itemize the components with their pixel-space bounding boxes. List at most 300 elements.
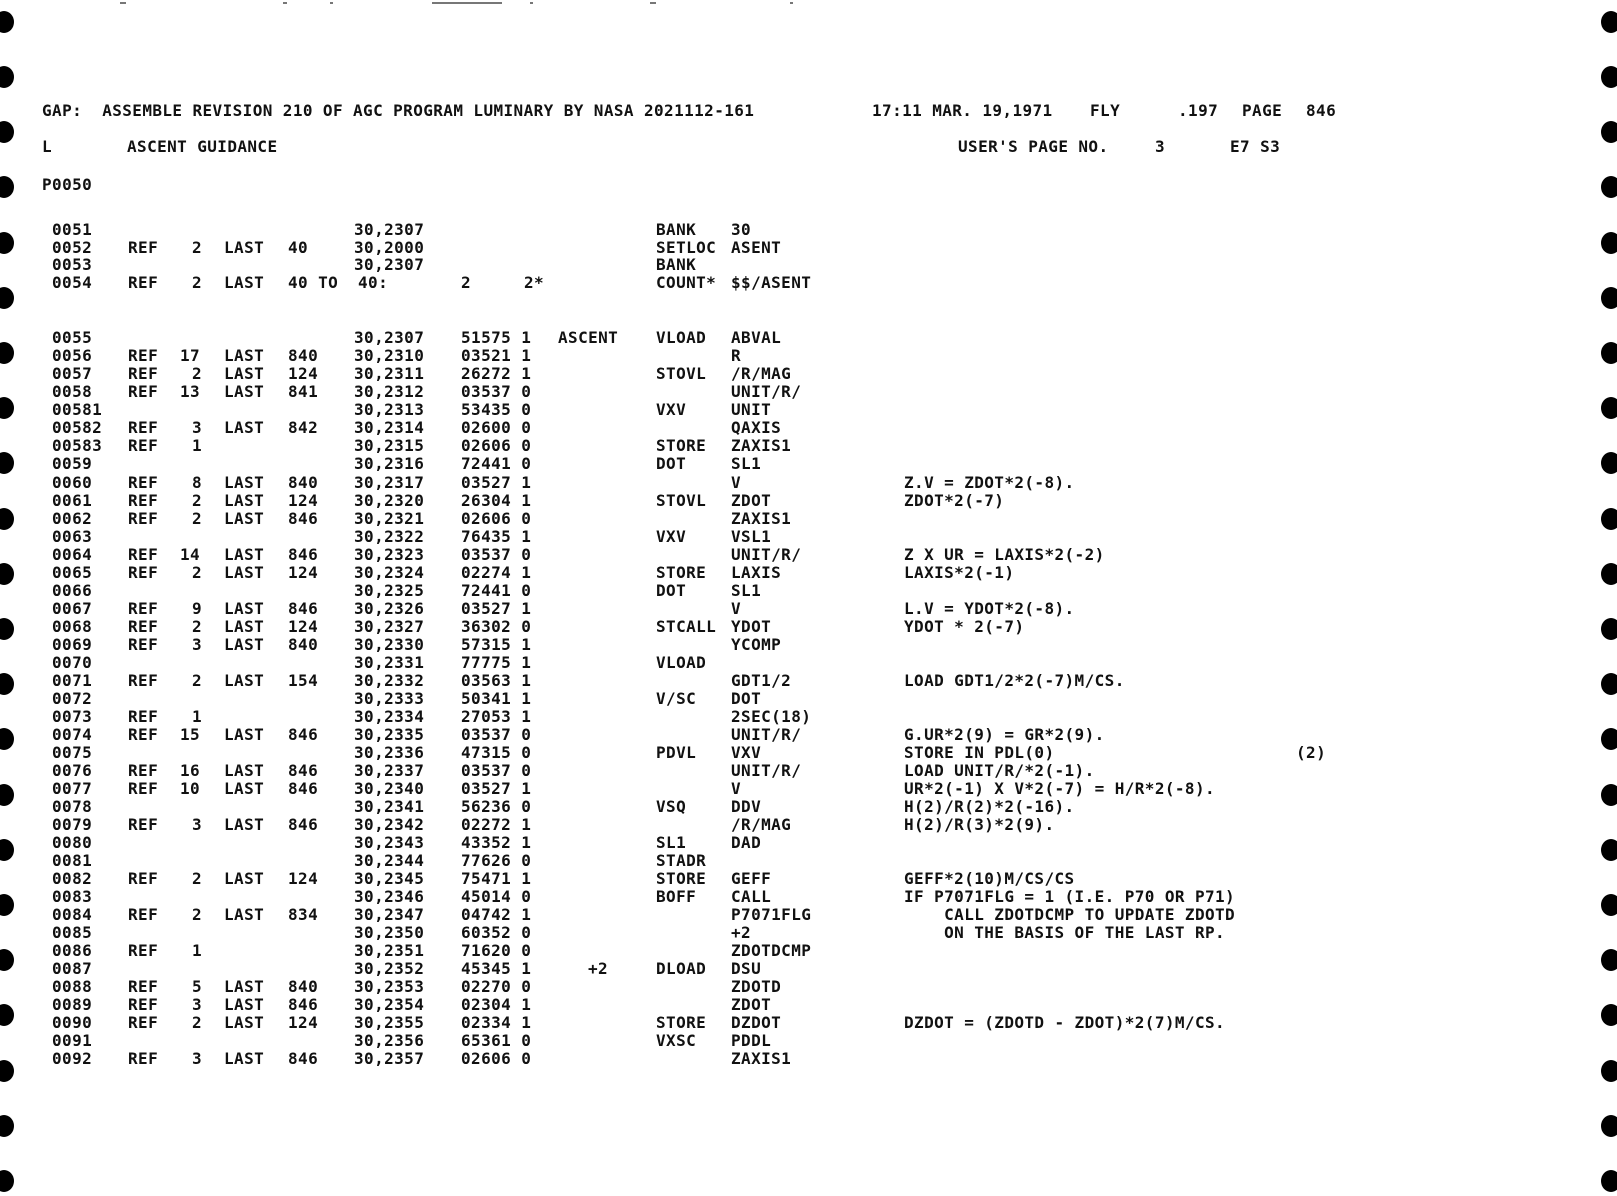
address: 30,2000 bbox=[354, 238, 425, 257]
left-tractor-hole bbox=[0, 66, 14, 88]
address: 30,2323 bbox=[354, 545, 425, 564]
opcode: SL1 bbox=[656, 833, 687, 852]
ref-count: 9 bbox=[192, 599, 203, 618]
address: 30,2331 bbox=[354, 653, 425, 672]
line-number: 00582 bbox=[52, 418, 103, 437]
address: 40: bbox=[358, 273, 389, 292]
operand: YDOT bbox=[731, 617, 772, 636]
comment: H(2)/R(2)*2(-16). bbox=[904, 797, 1075, 816]
comment: YDOT * 2(-7) bbox=[904, 617, 1025, 636]
comment: LOAD GDT1/2*2(-7)M/CS. bbox=[904, 671, 1125, 690]
operand: ZAXIS1 bbox=[731, 1049, 792, 1068]
operand: V bbox=[731, 779, 742, 798]
last-flag: LAST bbox=[224, 635, 265, 654]
right-tractor-hole bbox=[1601, 1004, 1617, 1026]
address: 30,2311 bbox=[354, 364, 425, 383]
ref-count: 2 bbox=[192, 509, 203, 528]
operand: V bbox=[731, 473, 742, 492]
octal-word: 56236 0 bbox=[461, 797, 532, 816]
opcode: DOT bbox=[656, 581, 687, 600]
address: 30,2336 bbox=[354, 743, 425, 762]
ref-flag: REF bbox=[128, 563, 159, 582]
operand: PDDL bbox=[731, 1031, 772, 1050]
line-number: 0089 bbox=[52, 995, 93, 1014]
octal-word: 51575 1 bbox=[461, 328, 532, 347]
ref-flag: REF bbox=[128, 725, 159, 744]
line-number: 0073 bbox=[52, 707, 93, 726]
operand: UNIT/R/ bbox=[731, 382, 802, 401]
last-page: 842 bbox=[288, 418, 319, 437]
ref-flag: REF bbox=[128, 905, 159, 924]
address: 30,2340 bbox=[354, 779, 425, 798]
operand: ZDOTD bbox=[731, 977, 782, 996]
line-number: 0063 bbox=[52, 527, 93, 546]
line-number: 0064 bbox=[52, 545, 93, 564]
ref-flag: REF bbox=[128, 491, 159, 510]
octal-word: 71620 0 bbox=[461, 941, 532, 960]
address: 30,2322 bbox=[354, 527, 425, 546]
octal-word: 45014 0 bbox=[461, 887, 532, 906]
opcode: STADR bbox=[656, 851, 707, 870]
last-flag: LAST bbox=[224, 995, 265, 1014]
line-number: 0071 bbox=[52, 671, 93, 690]
address: 30,2327 bbox=[354, 617, 425, 636]
ref-count: 17 bbox=[180, 346, 201, 365]
line-number: 0052 bbox=[52, 238, 93, 257]
opcode: V/SC bbox=[656, 689, 697, 708]
octal-word: 72441 0 bbox=[461, 581, 532, 600]
ref-count: 2 bbox=[192, 869, 203, 888]
ref-flag: REF bbox=[128, 238, 159, 257]
comment: GEFF*2(10)M/CS/CS bbox=[904, 869, 1075, 888]
line-number: 0091 bbox=[52, 1031, 93, 1050]
opcode: STORE bbox=[656, 1013, 707, 1032]
left-tractor-hole bbox=[0, 11, 14, 33]
right-tractor-hole bbox=[1601, 232, 1617, 254]
address: 30,2332 bbox=[354, 671, 425, 690]
opcode: DOT bbox=[656, 454, 687, 473]
line-number: 0065 bbox=[52, 563, 93, 582]
opcode: SETLOC bbox=[656, 238, 717, 257]
last-flag: LAST bbox=[224, 273, 265, 292]
left-tractor-hole bbox=[0, 287, 14, 309]
left-tractor-hole bbox=[0, 673, 14, 695]
opcode: STORE bbox=[656, 869, 707, 888]
ref-flag: REF bbox=[128, 941, 159, 960]
ref-flag: REF bbox=[128, 977, 159, 996]
octal-word: 60352 0 bbox=[461, 923, 532, 942]
line-number: 0081 bbox=[52, 851, 93, 870]
last-flag: LAST bbox=[224, 509, 265, 528]
octal-word: 36302 0 bbox=[461, 617, 532, 636]
octal-word: 72441 0 bbox=[461, 454, 532, 473]
address: 30,2347 bbox=[354, 905, 425, 924]
line-number: 0067 bbox=[52, 599, 93, 618]
operand: DAD bbox=[731, 833, 762, 852]
right-tractor-hole bbox=[1601, 287, 1617, 309]
last-flag: LAST bbox=[224, 238, 265, 257]
operand: YCOMP bbox=[731, 635, 782, 654]
last-flag: LAST bbox=[224, 761, 265, 780]
line-number: 0082 bbox=[52, 869, 93, 888]
address: 30,2353 bbox=[354, 977, 425, 996]
last-page: 846 bbox=[288, 545, 319, 564]
page-number: 846 bbox=[1306, 101, 1337, 120]
address: 30,2357 bbox=[354, 1049, 425, 1068]
ref-flag: REF bbox=[128, 509, 159, 528]
last-flag: LAST bbox=[224, 869, 265, 888]
ref-count: 2 bbox=[192, 617, 203, 636]
line-number: 0061 bbox=[52, 491, 93, 510]
address: 30,2345 bbox=[354, 869, 425, 888]
octal-word: 03537 0 bbox=[461, 545, 532, 564]
operand: $$/ASENT bbox=[731, 273, 812, 292]
section-title: ASCENT GUIDANCE bbox=[127, 137, 278, 156]
ref-flag: REF bbox=[128, 1049, 159, 1068]
operand: ABVAL bbox=[731, 328, 782, 347]
comment: LOAD UNIT/R/*2(-1). bbox=[904, 761, 1095, 780]
line-number: 0086 bbox=[52, 941, 93, 960]
octal-word: 02600 0 bbox=[461, 418, 532, 437]
ref-count: 14 bbox=[180, 545, 201, 564]
right-tractor-hole bbox=[1601, 176, 1617, 198]
line-number: 0092 bbox=[52, 1049, 93, 1068]
address: 30,2326 bbox=[354, 599, 425, 618]
ref-count: 2 bbox=[192, 671, 203, 690]
ref-flag: REF bbox=[128, 473, 159, 492]
operand: P7071FLG bbox=[731, 905, 812, 924]
operand: R bbox=[731, 346, 742, 365]
last-page: 124 bbox=[288, 617, 319, 636]
last-flag: LAST bbox=[224, 1049, 265, 1068]
ref-count: 2 bbox=[192, 364, 203, 383]
left-tractor-hole bbox=[0, 618, 14, 640]
address: 30,2314 bbox=[354, 418, 425, 437]
last-page: 846 bbox=[288, 815, 319, 834]
line-number: 0060 bbox=[52, 473, 93, 492]
comment-extra: (2) bbox=[1296, 743, 1327, 762]
left-tractor-hole bbox=[0, 949, 14, 971]
ref-flag: REF bbox=[128, 382, 159, 401]
address: 30,2312 bbox=[354, 382, 425, 401]
last-page: 846 bbox=[288, 779, 319, 798]
opcode: BOFF bbox=[656, 887, 697, 906]
user-page-label: USER'S PAGE NO. bbox=[958, 137, 1109, 156]
last-page: 124 bbox=[288, 364, 319, 383]
ref-count: 16 bbox=[180, 761, 201, 780]
operand: SL1 bbox=[731, 454, 762, 473]
operand: V bbox=[731, 599, 742, 618]
last-flag: LAST bbox=[224, 815, 265, 834]
ref-flag: REF bbox=[128, 599, 159, 618]
last-flag: LAST bbox=[224, 545, 265, 564]
ref-flag: REF bbox=[128, 545, 159, 564]
right-tractor-hole bbox=[1601, 1060, 1617, 1082]
last-flag: LAST bbox=[224, 671, 265, 690]
ref-count: 3 bbox=[192, 1049, 203, 1068]
last-page: 840 bbox=[288, 977, 319, 996]
ref-flag: REF bbox=[128, 436, 159, 455]
octal-word: 26304 1 bbox=[461, 491, 532, 510]
right-tractor-hole bbox=[1601, 508, 1617, 530]
operand: 2SEC(18) bbox=[731, 707, 812, 726]
right-tractor-hole bbox=[1601, 618, 1617, 640]
octal-word: 76435 1 bbox=[461, 527, 532, 546]
ref-count: 15 bbox=[180, 725, 201, 744]
octal-word: 26272 1 bbox=[461, 364, 532, 383]
ref-flag: REF bbox=[128, 418, 159, 437]
last-page: 124 bbox=[288, 1013, 319, 1032]
opcode: VLOAD bbox=[656, 328, 707, 347]
octal-word: 02334 1 bbox=[461, 1013, 532, 1032]
octal-word: 02274 1 bbox=[461, 563, 532, 582]
address: 30,2355 bbox=[354, 1013, 425, 1032]
octal-word: 45345 1 bbox=[461, 959, 532, 978]
ref-count: 8 bbox=[192, 473, 203, 492]
last-flag: LAST bbox=[224, 473, 265, 492]
line-number: 00583 bbox=[52, 436, 103, 455]
last-page: 840 bbox=[288, 346, 319, 365]
address: 30,2324 bbox=[354, 563, 425, 582]
ref-count: 2 bbox=[192, 491, 203, 510]
octal-word: 02270 0 bbox=[461, 977, 532, 996]
page-code: E7 S3 bbox=[1230, 137, 1281, 156]
line-number: 0058 bbox=[52, 382, 93, 401]
opcode: STORE bbox=[656, 563, 707, 582]
operand: /R/MAG bbox=[731, 364, 792, 383]
ref-count: 2 bbox=[192, 563, 203, 582]
last-page: 846 bbox=[288, 725, 319, 744]
right-tractor-hole bbox=[1601, 728, 1617, 750]
right-tractor-hole bbox=[1601, 563, 1617, 585]
operand: ZDOTDCMP bbox=[731, 941, 812, 960]
octal-word: 75471 1 bbox=[461, 869, 532, 888]
opcode: BANK bbox=[656, 220, 697, 239]
opcode: DLOAD bbox=[656, 959, 707, 978]
address: 30,2346 bbox=[354, 887, 425, 906]
operand: 30 bbox=[731, 220, 752, 239]
last-flag: LAST bbox=[224, 599, 265, 618]
address: 30,2333 bbox=[354, 689, 425, 708]
opcode: BANK bbox=[656, 255, 697, 274]
right-tractor-hole bbox=[1601, 673, 1617, 695]
page-label: PAGE bbox=[1242, 101, 1283, 120]
last-flag: LAST bbox=[224, 905, 265, 924]
address: 30,2337 bbox=[354, 761, 425, 780]
line-number: 0074 bbox=[52, 725, 93, 744]
ref-count: 2 bbox=[192, 905, 203, 924]
left-tractor-hole bbox=[0, 1115, 14, 1137]
ref-count: 5 bbox=[192, 977, 203, 996]
opcode: STOVL bbox=[656, 364, 707, 383]
ref-count: 1 bbox=[192, 707, 203, 726]
right-tractor-hole bbox=[1601, 66, 1617, 88]
line-number: 0056 bbox=[52, 346, 93, 365]
operand: /R/MAG bbox=[731, 815, 792, 834]
opcode: PDVL bbox=[656, 743, 697, 762]
right-tractor-hole bbox=[1601, 894, 1617, 916]
opcode: VXSC bbox=[656, 1031, 697, 1050]
operand: UNIT/R/ bbox=[731, 725, 802, 744]
address: 30,2344 bbox=[354, 851, 425, 870]
operand: ZAXIS1 bbox=[731, 509, 792, 528]
ref-count: 3 bbox=[192, 635, 203, 654]
last-flag: LAST bbox=[224, 617, 265, 636]
opcode: VSQ bbox=[656, 797, 687, 816]
left-tractor-hole bbox=[0, 563, 14, 585]
line-number: 0051 bbox=[52, 220, 93, 239]
opcode: STCALL bbox=[656, 617, 717, 636]
last-page: 841 bbox=[288, 382, 319, 401]
comment: LAXIS*2(-1) bbox=[904, 563, 1015, 582]
ref-count: 10 bbox=[180, 779, 201, 798]
last-page: 846 bbox=[288, 761, 319, 780]
left-tractor-hole bbox=[0, 1060, 14, 1082]
label: ASCENT bbox=[558, 328, 619, 347]
address: 30,2320 bbox=[354, 491, 425, 510]
right-tractor-hole bbox=[1601, 342, 1617, 364]
address: 30,2316 bbox=[354, 454, 425, 473]
last-page: 124 bbox=[288, 491, 319, 510]
left-tractor-hole bbox=[0, 508, 14, 530]
line-number: 0078 bbox=[52, 797, 93, 816]
ref-flag: REF bbox=[128, 779, 159, 798]
last-page: 154 bbox=[288, 671, 319, 690]
left-tractor-hole bbox=[0, 894, 14, 916]
last-page: 846 bbox=[288, 599, 319, 618]
right-tractor-hole bbox=[1601, 1115, 1617, 1137]
line-number: 0085 bbox=[52, 923, 93, 942]
opcode: VLOAD bbox=[656, 653, 707, 672]
line-number: 0069 bbox=[52, 635, 93, 654]
last-flag: LAST bbox=[224, 725, 265, 744]
comment: ZDOT*2(-7) bbox=[904, 491, 1005, 510]
fly-label: FLY bbox=[1090, 101, 1121, 120]
line-number: 0077 bbox=[52, 779, 93, 798]
last-flag: LAST bbox=[224, 346, 265, 365]
last-page: 846 bbox=[288, 1049, 319, 1068]
left-tractor-hole bbox=[0, 452, 14, 474]
last-flag: LAST bbox=[224, 563, 265, 582]
ref-flag: REF bbox=[128, 671, 159, 690]
octal-word: 03537 0 bbox=[461, 761, 532, 780]
line-number: 0090 bbox=[52, 1013, 93, 1032]
address: 30,2307 bbox=[354, 328, 425, 347]
opcode: VXV bbox=[656, 527, 687, 546]
octal-word: 04742 1 bbox=[461, 905, 532, 924]
address: 30,2313 bbox=[354, 400, 425, 419]
ref-flag: REF bbox=[128, 995, 159, 1014]
line-number: 0088 bbox=[52, 977, 93, 996]
ref-flag: REF bbox=[128, 761, 159, 780]
opcode: STORE bbox=[656, 436, 707, 455]
operand: DOT bbox=[731, 689, 762, 708]
opcode: COUNT* bbox=[656, 273, 717, 292]
right-tractor-hole bbox=[1601, 784, 1617, 806]
line-number: 0057 bbox=[52, 364, 93, 383]
line-number: 0083 bbox=[52, 887, 93, 906]
ref-flag: REF bbox=[128, 635, 159, 654]
ref-count: 1 bbox=[192, 941, 203, 960]
right-tractor-hole bbox=[1601, 11, 1617, 33]
last-flag: LAST bbox=[224, 779, 265, 798]
comment: Z.V = ZDOT*2(-8). bbox=[904, 473, 1075, 492]
ref-flag: REF bbox=[128, 364, 159, 383]
last-page: 846 bbox=[288, 995, 319, 1014]
comment: G.UR*2(9) = GR*2(9). bbox=[904, 725, 1105, 744]
opcode: VXV bbox=[656, 400, 687, 419]
operand: ZDOT bbox=[731, 491, 772, 510]
octal-word: 43352 1 bbox=[461, 833, 532, 852]
octal-word: 02606 0 bbox=[461, 1049, 532, 1068]
operand: CALL bbox=[731, 887, 772, 906]
octal-word: 50341 1 bbox=[461, 689, 532, 708]
top-edge-noise bbox=[0, 0, 1617, 8]
ref-flag: REF bbox=[128, 346, 159, 365]
comment: IF P7071FLG = 1 (I.E. P70 OR P71) bbox=[904, 887, 1236, 906]
operand: QAXIS bbox=[731, 418, 782, 437]
listing-type: L bbox=[42, 137, 53, 156]
ref-flag: REF bbox=[128, 869, 159, 888]
octal-word: 65361 0 bbox=[461, 1031, 532, 1050]
address: 30,2350 bbox=[354, 923, 425, 942]
right-tractor-holes bbox=[1593, 0, 1617, 1196]
octal-word: 2 bbox=[461, 273, 472, 292]
operand: GEFF bbox=[731, 869, 772, 888]
address: 30,2321 bbox=[354, 509, 425, 528]
operand: ASENT bbox=[731, 238, 782, 257]
operand: UNIT bbox=[731, 400, 772, 419]
address: 30,2352 bbox=[354, 959, 425, 978]
address: 30,2325 bbox=[354, 581, 425, 600]
assembly-time: 17:11 MAR. 19,1971 bbox=[872, 101, 1053, 120]
last-flag: LAST bbox=[224, 382, 265, 401]
left-tractor-hole bbox=[0, 728, 14, 750]
ref-flag: REF bbox=[128, 617, 159, 636]
address: 30,2307 bbox=[354, 255, 425, 274]
operand: VSL1 bbox=[731, 527, 772, 546]
operand: DSU bbox=[731, 959, 762, 978]
line-number: 0059 bbox=[52, 454, 93, 473]
octal-word: 77775 1 bbox=[461, 653, 532, 672]
comment: DZDOT = (ZDOTD - ZDOT)*2(7)M/CS. bbox=[904, 1013, 1226, 1032]
label: 2* bbox=[524, 273, 545, 292]
comment: UR*2(-1) X V*2(-7) = H/R*2(-8). bbox=[904, 779, 1216, 798]
octal-word: 77626 0 bbox=[461, 851, 532, 870]
ref-count: 2 bbox=[192, 273, 203, 292]
line-number: 0072 bbox=[52, 689, 93, 708]
octal-word: 03527 1 bbox=[461, 599, 532, 618]
line-number: 0062 bbox=[52, 509, 93, 528]
ref-count: 3 bbox=[192, 815, 203, 834]
line-number: 0054 bbox=[52, 273, 93, 292]
last-flag: LAST bbox=[224, 364, 265, 383]
last-flag: LAST bbox=[224, 418, 265, 437]
address: 30,2341 bbox=[354, 797, 425, 816]
line-number: 0068 bbox=[52, 617, 93, 636]
line-number: 0053 bbox=[52, 255, 93, 274]
last-page: 846 bbox=[288, 509, 319, 528]
octal-word: 02304 1 bbox=[461, 995, 532, 1014]
last-page: 40 bbox=[288, 238, 309, 257]
left-tractor-hole bbox=[0, 342, 14, 364]
address: 30,2317 bbox=[354, 473, 425, 492]
right-tractor-hole bbox=[1601, 121, 1617, 143]
operand: SL1 bbox=[731, 581, 762, 600]
ref-count: 3 bbox=[192, 995, 203, 1014]
octal-word: 03527 1 bbox=[461, 473, 532, 492]
left-tractor-hole bbox=[0, 784, 14, 806]
